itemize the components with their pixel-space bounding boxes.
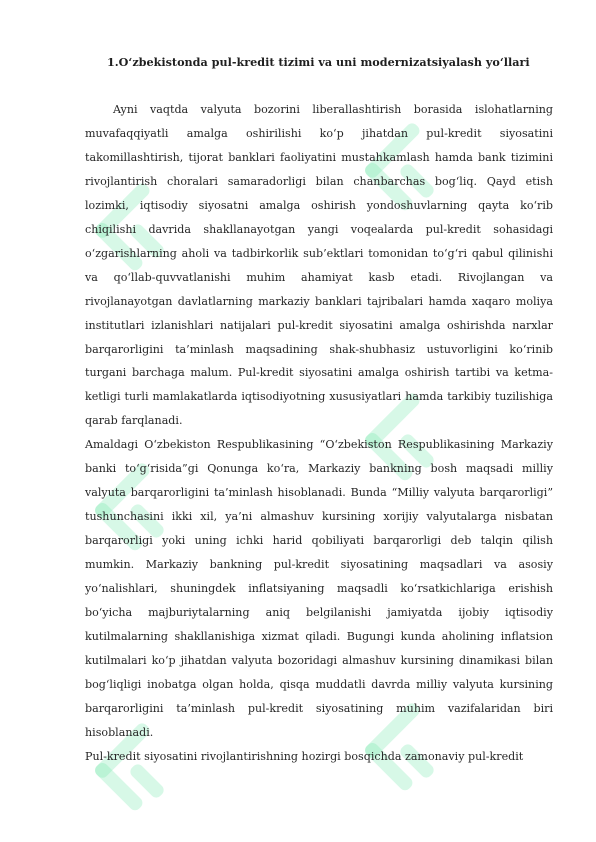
paragraph: Pul-kredit siyosatini rivojlantirishning hozirgi bosqichda zamonaviy pul-kredit [85, 749, 524, 763]
document-body [85, 98, 553, 769]
paragraph: Ayni vaqtda valyuta bozorini liberallashtirish borasida islohatlarning muvafaqqiyatli amalga oshirilishi ko‘p jihatdan pul-kredit siyosatini takomillashtirish, tijorat banklari faoliyatini mustahkamlash hamda bank tizimini rivojlantirish choralari samaradorligi bilan chanbarchas bog‘liq. Qayd etish lozimki, iqtisodiy siyosatni amalga oshirish yondoshuvlarning qayta ko‘rib chiqilishi davrida shakllanayotgan yangi voqealarda pul-kredit sohasidagi o‘zgarishlarning aholi va tadbirkorlik sub’ektlari tomonidan to‘g‘ri qabul qilinishi va qo‘llab-quvvatlanishi muhim ahamiyat kasb etadi. Rivojlangan va rivojlanayotgan davlatlarning markaziy banklari tajribalari hamda xaqaro moliya institutlari izlanishlari natijalari pul-kredit siyosatini amalga oshirishda narxlar barqarorligini ta’minlash maqsadining shak-shubhasiz ustuvorligini ko‘rinib turgani barchaga malum. Pul-kredit siyosatini amalga oshirish tartibi va ketma-ketligi turli mamlakatlarda iqtisodiyotning xususiyatlari hamda tarkibiy tuzilishiga qarab farqlanadi. [85, 103, 553, 428]
paragraph: Amaldagi O‘zbekiston Respublikasining “O‘zbekiston Respublikasining Markaziy banki to‘g‘risida”gi Qonunga ko‘ra, Markaziy bankning bosh maqsadi milliy valyuta barqarorligini ta’minlash hisoblanadi. Bunda “Milliy valyuta barqarorligi” tushunchasini ikki xil, ya’ni almashuv kursining xorijiy valyutalarga nisbatan barqarorligi yoki uning ichki harid qobiliyati barqarorligi deb talqin qilish mumkin. Markaziy bankning pul-kredit siyosatining maqsadlari va asosiy yo‘nalishlari, shuningdek inflatsiyaning maqsadli ko‘rsatkichlariga erishish bo‘yicha majburiytalarning aniq belgilanishi jamiyatda ijobiy iqtisodiy kutilmalarning shakllanishiga xizmat qiladi. Bugungi kunda aholining inflatsion kutilmalari ko‘p jihatdan valyuta bozoridagi almashuv kursining dinamikasi bilan bog‘liqligi inobatga olgan holda, qisqa muddatli davrda milliy valyuta kursining barqarorligini ta’minlash pul-kredit siyosatining muhim vazifalaridan biri hisoblanadi. [85, 438, 553, 739]
document-title: 1.O‘zbekistonda pul-kredit tizimi va uni modernizatsiyalash yo‘llari [107, 55, 530, 69]
